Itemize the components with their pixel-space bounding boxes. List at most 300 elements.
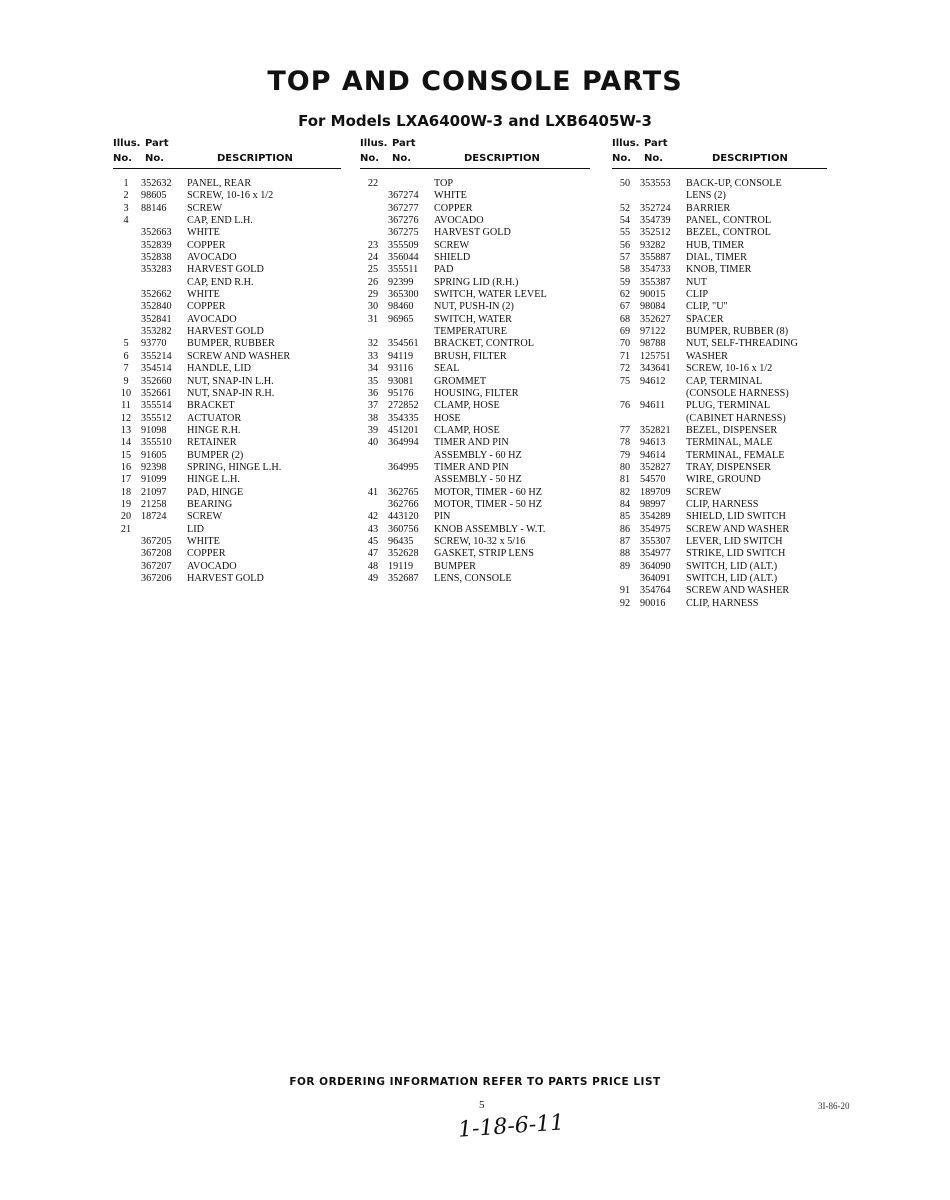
parts-rows	[360, 178, 590, 585]
illus-number: 43	[367, 523, 379, 535]
column-header	[113, 138, 341, 169]
part-number: 362765	[388, 486, 419, 498]
illus-number: 6	[123, 350, 129, 362]
part-description: WHITE	[187, 289, 220, 301]
illus-number: 82	[619, 486, 631, 498]
part-number: 355509	[388, 239, 419, 251]
table-row	[113, 388, 341, 400]
table-row	[113, 252, 341, 264]
table-row	[612, 190, 827, 202]
part-description: HARVEST GOLD	[187, 264, 264, 276]
part-number: 54570	[640, 474, 666, 486]
part-description: CLAMP, HOSE	[434, 424, 500, 436]
header-part-line2: No.	[644, 153, 664, 164]
part-number: 93770	[141, 338, 167, 350]
illus-number: 91	[619, 585, 631, 597]
part-description: SWITCH, WATER	[434, 313, 512, 325]
part-number: 354289	[640, 511, 671, 523]
part-description: BRACKET, CONTROL	[434, 338, 534, 350]
part-description: MOTOR, TIMER - 60 HZ	[434, 486, 543, 498]
illus-number: 56	[619, 239, 631, 251]
part-number: 354514	[141, 363, 172, 375]
part-number: 352662	[141, 289, 172, 301]
part-number: 365300	[388, 289, 419, 301]
table-row	[113, 400, 341, 412]
part-number: 364995	[388, 461, 419, 473]
part-number: 88146	[141, 202, 167, 214]
part-number: 352687	[388, 573, 419, 584]
part-number: 360756	[388, 523, 419, 535]
illus-number: 75	[619, 375, 631, 387]
part-number: 98788	[640, 338, 666, 350]
column-header	[360, 138, 590, 169]
table-row	[360, 338, 590, 350]
illus-number: 39	[367, 424, 379, 436]
ordering-footer: FOR ORDERING INFORMATION REFER TO PARTS PRICE LIST	[289, 1076, 661, 1088]
table-row	[612, 462, 827, 474]
header-description: DESCRIPTION	[712, 153, 788, 164]
illus-number: 41	[367, 486, 379, 498]
part-description: TIMER AND PIN	[434, 461, 509, 473]
part-number: 352632	[141, 178, 172, 189]
table-row	[612, 240, 827, 252]
part-description: NUT	[686, 276, 707, 288]
part-description: SPRING, HINGE L.H.	[187, 461, 282, 473]
header-illus-line1: Illus.	[113, 138, 141, 149]
illus-number: 9	[123, 375, 129, 387]
part-description: WHITE	[434, 190, 467, 202]
table-row	[113, 536, 341, 548]
illus-number: 31	[367, 313, 379, 325]
illus-number: 32	[367, 338, 379, 350]
table-row	[612, 351, 827, 363]
illus-number: 16	[120, 461, 132, 473]
table-row	[360, 203, 590, 215]
table-row	[360, 326, 590, 338]
part-number: 352821	[640, 424, 671, 436]
illus-number: 78	[619, 437, 631, 449]
part-description: COPPER	[187, 239, 226, 251]
table-row	[612, 326, 827, 338]
illus-number: 3	[123, 202, 129, 214]
table-row	[612, 314, 827, 326]
illus-number: 81	[619, 474, 631, 486]
part-number: 352663	[141, 227, 172, 239]
table-row	[360, 573, 590, 585]
part-description: SPRING LID (R.H.)	[434, 276, 519, 288]
illus-number: 71	[619, 350, 631, 362]
table-row	[612, 425, 827, 437]
part-number: 354335	[388, 412, 419, 424]
table-row	[113, 573, 341, 585]
illus-number: 92	[619, 597, 631, 609]
table-row	[612, 178, 827, 190]
part-description: LENS, CONSOLE	[434, 573, 512, 584]
part-description: COPPER	[187, 548, 226, 560]
illus-number: 70	[619, 338, 631, 350]
part-description: AVOCADO	[434, 215, 484, 227]
illus-number: 22	[367, 178, 379, 189]
part-number: 91098	[141, 424, 167, 436]
part-description: BUMPER	[434, 560, 476, 572]
table-row	[360, 277, 590, 289]
table-row	[612, 474, 827, 486]
part-description: HARVEST GOLD	[187, 573, 264, 584]
table-row	[612, 585, 827, 597]
table-row	[113, 499, 341, 511]
table-row	[113, 376, 341, 388]
table-row	[360, 388, 590, 400]
part-description: HINGE R.H.	[187, 424, 241, 436]
illus-number: 59	[619, 276, 631, 288]
part-description: KNOB ASSEMBLY - W.T.	[434, 523, 546, 535]
part-description: HOSE	[434, 412, 461, 424]
illus-number: 57	[619, 252, 631, 264]
header-part-line2: No.	[392, 153, 412, 164]
header-illus-line1: Illus.	[360, 138, 388, 149]
table-row	[113, 314, 341, 326]
table-row	[612, 388, 827, 400]
table-row	[360, 376, 590, 388]
part-description: CAP, TERMINAL	[686, 375, 763, 387]
part-description: BUMPER (2)	[187, 449, 244, 461]
table-row	[612, 499, 827, 511]
table-row	[360, 548, 590, 560]
illus-number: 7	[123, 363, 129, 375]
part-description: HUB, TIMER	[686, 239, 745, 251]
illus-number: 49	[367, 573, 379, 584]
part-description: HOUSING, FILTER	[434, 387, 519, 399]
part-description: PIN	[434, 511, 451, 523]
table-row	[612, 573, 827, 585]
part-number: 443120	[388, 511, 419, 523]
part-description: SCREW	[686, 486, 722, 498]
table-row	[113, 487, 341, 499]
table-row	[612, 227, 827, 239]
table-row	[113, 178, 341, 190]
illus-number: 54	[619, 215, 631, 227]
illus-number: 76	[619, 400, 631, 412]
part-number: 21097	[141, 486, 167, 498]
part-number: 451201	[388, 424, 419, 436]
part-description: BRUSH, FILTER	[434, 350, 507, 362]
table-row	[360, 425, 590, 437]
table-row	[360, 437, 590, 449]
part-description: HARVEST GOLD	[434, 227, 511, 239]
illus-number: 47	[367, 548, 379, 560]
part-number: 364090	[640, 560, 671, 572]
part-description: BARRIER	[686, 202, 731, 214]
part-number: 356044	[388, 252, 419, 264]
part-description: SHIELD, LID SWITCH	[686, 511, 786, 523]
part-description: NUT, SELF-THREADING	[686, 338, 798, 350]
table-row	[360, 264, 590, 276]
part-description: BUMPER, RUBBER (8)	[686, 326, 789, 338]
part-number: 354733	[640, 264, 671, 276]
part-description: WASHER	[686, 350, 728, 362]
part-description: BRACKET	[187, 400, 235, 412]
part-description: WIRE, GROUND	[686, 474, 761, 486]
header-illus-line2: No.	[360, 153, 380, 164]
table-row	[612, 548, 827, 560]
part-number: 354975	[640, 523, 671, 535]
part-number: 95176	[388, 387, 414, 399]
illus-number: 11	[121, 400, 131, 412]
table-row	[113, 264, 341, 276]
part-description: BEARING	[187, 498, 233, 510]
illus-number: 86	[619, 523, 631, 535]
illus-number: 20	[120, 511, 132, 523]
part-number: 355510	[141, 437, 172, 449]
table-row	[113, 524, 341, 536]
part-description: NUT, SNAP-IN L.H.	[187, 375, 274, 387]
table-row	[612, 536, 827, 548]
part-number: 352839	[141, 239, 172, 251]
part-description: COPPER	[434, 202, 473, 214]
part-number: 355511	[388, 264, 419, 276]
illus-number: 87	[619, 535, 631, 547]
part-description: BEZEL, CONTROL	[686, 227, 771, 239]
table-row	[612, 363, 827, 375]
part-number: 364994	[388, 437, 419, 449]
part-description: BACK-UP, CONSOLE	[686, 178, 782, 189]
part-number: 94614	[640, 449, 666, 461]
header-illus-line1: Illus.	[612, 138, 640, 149]
table-row	[612, 450, 827, 462]
table-row	[113, 474, 341, 486]
part-number: 355387	[640, 276, 671, 288]
table-row	[113, 462, 341, 474]
table-row	[113, 277, 341, 289]
part-number: 98605	[141, 190, 167, 202]
illus-number: 25	[367, 264, 379, 276]
part-description: TERMINAL, FEMALE	[686, 449, 785, 461]
illus-number: 84	[619, 498, 631, 510]
part-description: SCREW, 10-16 x 1/2	[187, 190, 274, 202]
table-row	[360, 511, 590, 523]
part-description: CLIP, HARNESS	[686, 498, 759, 510]
part-number: 354764	[640, 585, 671, 597]
table-row	[612, 524, 827, 536]
part-description: ASSEMBLY - 50 HZ	[434, 474, 522, 486]
part-description: TOP	[434, 178, 454, 189]
part-description: NUT, PUSH-IN (2)	[434, 301, 514, 313]
part-number: 91605	[141, 449, 167, 461]
table-row	[113, 338, 341, 350]
part-number: 19119	[388, 560, 414, 572]
part-number: 94612	[640, 375, 666, 387]
illus-number: 29	[367, 289, 379, 301]
part-description: BUMPER, RUBBER	[187, 338, 275, 350]
table-row	[113, 363, 341, 375]
part-number: 97122	[640, 326, 666, 338]
part-description: PLUG, TERMINAL	[686, 400, 771, 412]
table-row	[360, 363, 590, 375]
part-number: 367205	[141, 535, 172, 547]
illus-number: 19	[120, 498, 132, 510]
table-row	[113, 289, 341, 301]
part-number: 364091	[640, 573, 671, 584]
part-description: CAP, END L.H.	[187, 215, 253, 227]
header-part-line2: No.	[145, 153, 165, 164]
part-number: 352628	[388, 548, 419, 560]
table-row	[612, 413, 827, 425]
illus-number: 40	[367, 437, 379, 449]
page-title: TOP AND CONSOLE PARTS	[267, 66, 683, 97]
illus-number: 17	[120, 474, 132, 486]
part-number: 367275	[388, 227, 419, 239]
part-number: 91099	[141, 474, 167, 486]
table-row	[113, 450, 341, 462]
part-description: KNOB, TIMER	[686, 264, 752, 276]
part-number: 98084	[640, 301, 666, 313]
part-description: SHIELD	[434, 252, 471, 264]
part-number: 352827	[640, 461, 671, 473]
part-number: 353283	[141, 264, 172, 276]
illus-number: 48	[367, 560, 379, 572]
illus-number: 45	[367, 535, 379, 547]
table-row	[612, 277, 827, 289]
table-row	[360, 487, 590, 499]
table-row	[113, 190, 341, 202]
part-number: 367277	[388, 202, 419, 214]
illus-number: 62	[619, 289, 631, 301]
part-description: AVOCADO	[187, 252, 237, 264]
table-row	[360, 462, 590, 474]
illus-number: 30	[367, 301, 379, 313]
illus-number: 69	[619, 326, 631, 338]
part-description: PANEL, REAR	[187, 178, 252, 189]
illus-number: 88	[619, 548, 631, 560]
illus-number: 77	[619, 424, 631, 436]
table-row	[113, 351, 341, 363]
illus-number: 15	[120, 449, 132, 461]
part-number: 355514	[141, 400, 172, 412]
table-row	[360, 413, 590, 425]
table-row	[612, 561, 827, 573]
part-number: 98997	[640, 498, 666, 510]
part-description: WHITE	[187, 535, 220, 547]
part-number: 94613	[640, 437, 666, 449]
part-description: CAP, END R.H.	[187, 276, 254, 288]
table-row	[360, 450, 590, 462]
part-number: 352841	[141, 313, 172, 325]
illus-number: 13	[120, 424, 132, 436]
part-description: CLIP, "U"	[686, 301, 728, 313]
table-row	[612, 264, 827, 276]
part-number: 94611	[640, 400, 666, 412]
header-illus-line2: No.	[113, 153, 133, 164]
illus-number: 18	[120, 486, 132, 498]
part-number: 354739	[640, 215, 671, 227]
illus-number: 79	[619, 449, 631, 461]
illus-number: 35	[367, 375, 379, 387]
part-number: 354977	[640, 548, 671, 560]
table-row	[113, 227, 341, 239]
table-row	[612, 598, 827, 610]
table-row	[360, 227, 590, 239]
table-row	[360, 499, 590, 511]
part-description: TRAY, DISPENSER	[686, 461, 771, 473]
illus-number: 26	[367, 276, 379, 288]
part-number: 353282	[141, 326, 172, 338]
table-row	[113, 561, 341, 573]
part-description: SCREW	[434, 239, 470, 251]
part-description: ASSEMBLY - 60 HZ	[434, 449, 522, 461]
illus-number: 89	[619, 560, 631, 572]
illus-number: 21	[120, 523, 132, 535]
illus-number: 67	[619, 301, 631, 313]
table-row	[360, 474, 590, 486]
table-row	[360, 215, 590, 227]
part-description: CLAMP, HOSE	[434, 400, 500, 412]
part-number: 92398	[141, 461, 167, 473]
table-row	[612, 252, 827, 264]
part-number: 355887	[640, 252, 671, 264]
part-number: 362766	[388, 498, 419, 510]
table-row	[360, 240, 590, 252]
part-number: 355214	[141, 350, 172, 362]
part-description: LENS (2)	[686, 190, 726, 202]
illus-number: 85	[619, 511, 631, 523]
header-part-line1: Part	[392, 138, 416, 149]
table-row	[360, 561, 590, 573]
part-number: 353553	[640, 178, 671, 189]
part-number: 343641	[640, 363, 671, 375]
header-description: DESCRIPTION	[217, 153, 293, 164]
part-description: LEVER, LID SWITCH	[686, 535, 783, 547]
table-row	[113, 203, 341, 215]
part-number: 367208	[141, 548, 172, 560]
illus-number: 23	[367, 239, 379, 251]
header-part-line1: Part	[644, 138, 668, 149]
part-number: 352512	[640, 227, 671, 239]
part-description: PAD	[434, 264, 454, 276]
column-header	[612, 138, 827, 169]
illus-number: 37	[367, 400, 379, 412]
part-description: CLIP	[686, 289, 709, 301]
part-number: 352840	[141, 301, 172, 313]
illus-number: 72	[619, 363, 631, 375]
header-part-line1: Part	[145, 138, 169, 149]
part-number: 18724	[141, 511, 167, 523]
part-description: PANEL, CONTROL	[686, 215, 772, 227]
document-code: 3I-86-20	[818, 1101, 850, 1111]
illus-number: 5	[123, 338, 129, 350]
table-row	[612, 301, 827, 313]
table-row	[113, 301, 341, 313]
parts-rows	[612, 178, 827, 610]
table-row	[113, 548, 341, 560]
part-number: 352838	[141, 252, 172, 264]
part-description: NUT, SNAP-IN R.H.	[187, 387, 275, 399]
table-row	[612, 511, 827, 523]
part-description: SPACER	[686, 313, 724, 325]
part-description: MOTOR, TIMER - 50 HZ	[434, 498, 543, 510]
illus-number: 34	[367, 363, 379, 375]
table-row	[113, 425, 341, 437]
part-description: SCREW, 10-16 x 1/2	[686, 363, 773, 375]
part-description: HARVEST GOLD	[187, 326, 264, 338]
part-description: SCREW AND WASHER	[187, 350, 291, 362]
illus-number: 68	[619, 313, 631, 325]
part-description: ACTUATOR	[187, 412, 242, 424]
part-description: SCREW	[187, 202, 223, 214]
illus-number: 12	[120, 412, 132, 424]
part-number: 355307	[640, 535, 671, 547]
illus-number: 10	[120, 387, 132, 399]
table-row	[612, 376, 827, 388]
